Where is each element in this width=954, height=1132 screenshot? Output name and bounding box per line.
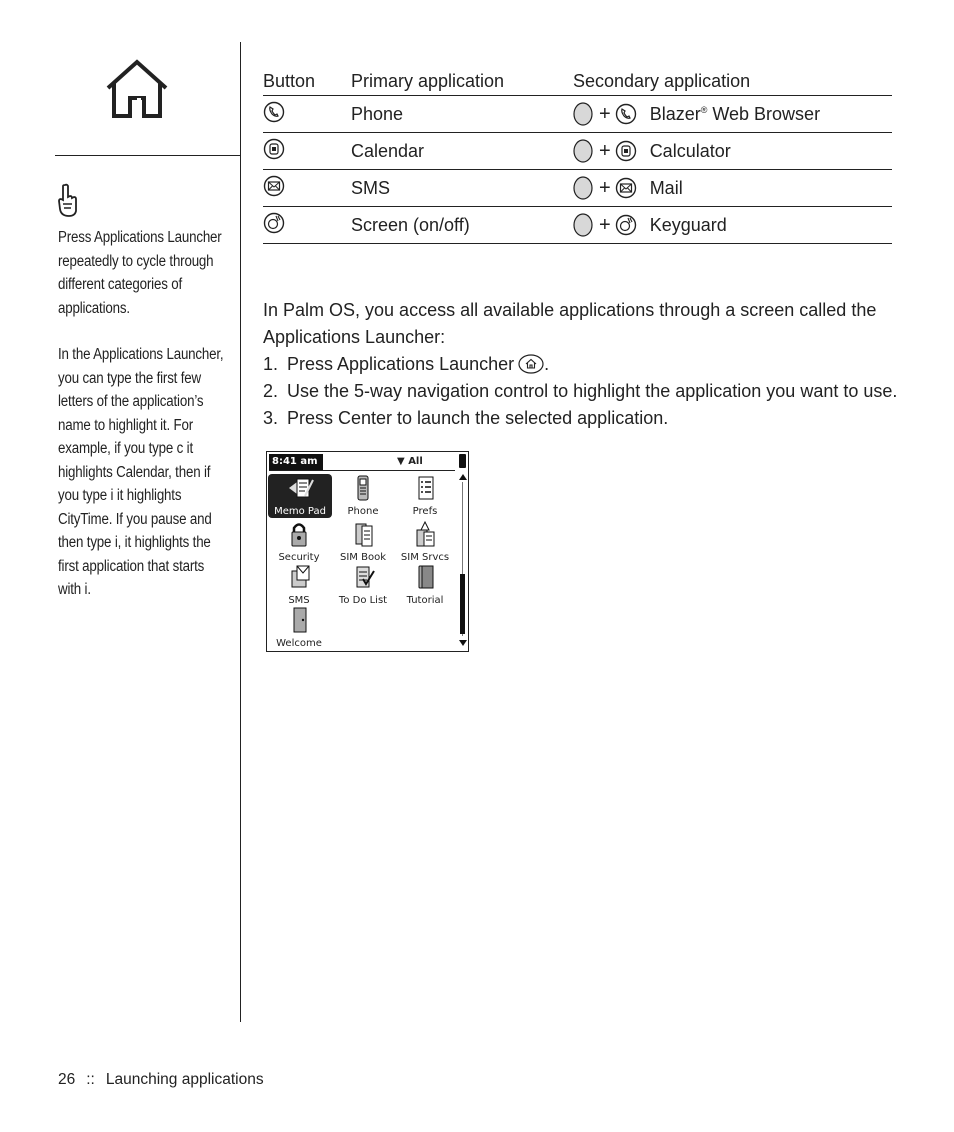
memo-pad-icon (285, 474, 315, 502)
phone-button-icon (263, 101, 285, 123)
button-cell (263, 170, 351, 207)
step-text: Use the 5-way navigation control to highlight the application you want to use. (287, 381, 898, 401)
sms-app-icon (284, 563, 314, 591)
welcome-door-icon (284, 606, 314, 634)
table-row (263, 133, 892, 170)
step-number: 2. (263, 381, 279, 401)
app-prefs[interactable] (393, 474, 457, 517)
note-line: applications. (58, 299, 130, 317)
note-line: then type i, it highlights the (58, 534, 211, 551)
header-primary: Primary application (351, 66, 573, 96)
step-suffix: . (544, 354, 550, 374)
step-number: 3. (263, 408, 279, 428)
app-memo-pad[interactable] (268, 474, 332, 518)
sidebar-note-type-to-highlight (58, 343, 224, 602)
table-header-row (263, 66, 892, 96)
sms-button-icon (615, 177, 637, 199)
app-sms[interactable] (267, 563, 331, 606)
function-button-icon (573, 176, 593, 200)
button-cell (263, 207, 351, 244)
scroll-up-icon[interactable] (459, 474, 467, 480)
category-label: All (408, 456, 423, 467)
footer-separator: :: (86, 1071, 95, 1088)
calendar-button-icon (263, 138, 285, 160)
page-number: 26 (58, 1071, 76, 1088)
app-label: Welcome (276, 638, 322, 649)
table-row (263, 207, 892, 244)
header-secondary: Secondary application (573, 66, 892, 96)
plus-sign: + (599, 213, 611, 236)
scroll-thumb[interactable] (460, 574, 465, 634)
sidebar-note-launcher-cycle (58, 226, 222, 320)
app-welcome[interactable] (267, 606, 331, 649)
sim-services-icon (410, 520, 440, 548)
note-line: Press Applications Launcher (58, 229, 222, 246)
app-sim-book[interactable] (331, 520, 395, 563)
phone-app-icon (348, 474, 378, 502)
triangle-down-icon: ▼ (397, 456, 405, 467)
app-security[interactable] (267, 520, 331, 563)
button-assignment-table (263, 66, 892, 244)
app-label: Security (278, 552, 320, 563)
button-cell (263, 133, 351, 170)
note-line: letters of the application’s (58, 393, 204, 410)
function-button-icon (573, 139, 593, 163)
scrollbar[interactable] (460, 474, 465, 646)
battery-icon (459, 454, 466, 468)
sidebar-divider (55, 155, 241, 156)
secondary-label (650, 104, 820, 125)
plus-sign: + (599, 139, 611, 162)
lock-icon (284, 520, 314, 548)
phone-button-icon (615, 103, 637, 125)
category-picker[interactable] (397, 456, 423, 467)
note-line: In the Applications Launcher, (58, 346, 224, 363)
home-button-icon (518, 354, 544, 374)
note-line: highlights Calendar, then if (58, 463, 211, 481)
step-number: 1. (263, 354, 279, 374)
primary-cell: SMS (351, 170, 573, 207)
plus-sign: + (599, 102, 611, 125)
registered-mark: ® (700, 104, 708, 115)
prefs-icon (410, 474, 440, 502)
sim-book-icon (348, 520, 378, 548)
secondary-cell (573, 96, 892, 133)
app-phone[interactable] (331, 474, 395, 517)
secondary-cell (573, 170, 892, 207)
instructions (263, 297, 903, 432)
column-divider (240, 42, 241, 1022)
step-text (287, 351, 549, 378)
list-item (263, 351, 903, 378)
app-label: To Do List (338, 595, 388, 606)
page-footer (58, 1071, 264, 1089)
secondary-cell (573, 207, 892, 244)
app-label: Phone (347, 506, 379, 517)
list-item (263, 378, 903, 405)
secondary-cell (573, 133, 892, 170)
title-bar (269, 454, 455, 471)
app-label: Memo Pad (274, 506, 326, 517)
note-line: first application that starts (58, 557, 205, 575)
tip-hand-icon (56, 183, 80, 217)
to-do-list-icon (348, 563, 378, 591)
secondary-tail: Web Browser (707, 103, 821, 124)
app-label: SIM Book (340, 552, 386, 563)
table-row (263, 170, 892, 207)
tutorial-book-icon (410, 563, 440, 591)
secondary-label: Keyguard (649, 214, 727, 235)
app-tutorial[interactable] (393, 563, 457, 606)
home-icon (104, 58, 170, 120)
app-label: SMS (288, 595, 310, 606)
note-line: with i. (58, 581, 91, 598)
secondary-label: Calculator (649, 140, 731, 161)
list-item (263, 405, 903, 432)
note-line: example, if you type c it (58, 440, 193, 457)
clock: 8:41 am (269, 454, 323, 470)
step-text: Press Center to launch the selected application. (287, 408, 669, 428)
note-line: different categories of (58, 276, 183, 293)
function-button-icon (573, 213, 593, 237)
function-button-icon (573, 102, 593, 126)
note-line: name to highlight it. For (58, 416, 194, 434)
launcher-screenshot (266, 451, 469, 652)
calendar-button-icon (615, 140, 637, 162)
intro-paragraph: In Palm OS, you access all available applications through a screen called the Applications Launcher: (263, 300, 877, 347)
header-button: Button (263, 66, 351, 96)
plus-sign: + (599, 176, 611, 199)
app-sim-srvcs[interactable] (393, 520, 457, 563)
table-row (263, 96, 892, 133)
power-button-icon (263, 212, 285, 234)
scroll-down-icon[interactable] (459, 640, 467, 646)
note-line: you type i it highlights (58, 487, 182, 504)
note-line: repeatedly to cycle through (58, 252, 214, 270)
sms-button-icon (263, 175, 285, 197)
app-label: Tutorial (406, 595, 444, 606)
secondary-name: Blazer (649, 103, 701, 124)
section-title: Launching applications (105, 1071, 264, 1088)
power-button-icon (615, 214, 637, 236)
primary-cell: Calendar (351, 133, 573, 170)
app-label: SIM Srvcs (400, 552, 450, 563)
secondary-label: Mail (649, 177, 683, 198)
primary-cell: Phone (351, 96, 573, 133)
step-text-content: Press Applications Launcher (287, 354, 515, 374)
app-to-do-list[interactable] (331, 563, 395, 606)
app-label: Prefs (412, 506, 438, 517)
note-line: you can type the first few (58, 369, 201, 387)
note-line: CityTime. If you pause and (58, 510, 212, 528)
button-cell (263, 96, 351, 133)
primary-cell: Screen (on/off) (351, 207, 573, 244)
